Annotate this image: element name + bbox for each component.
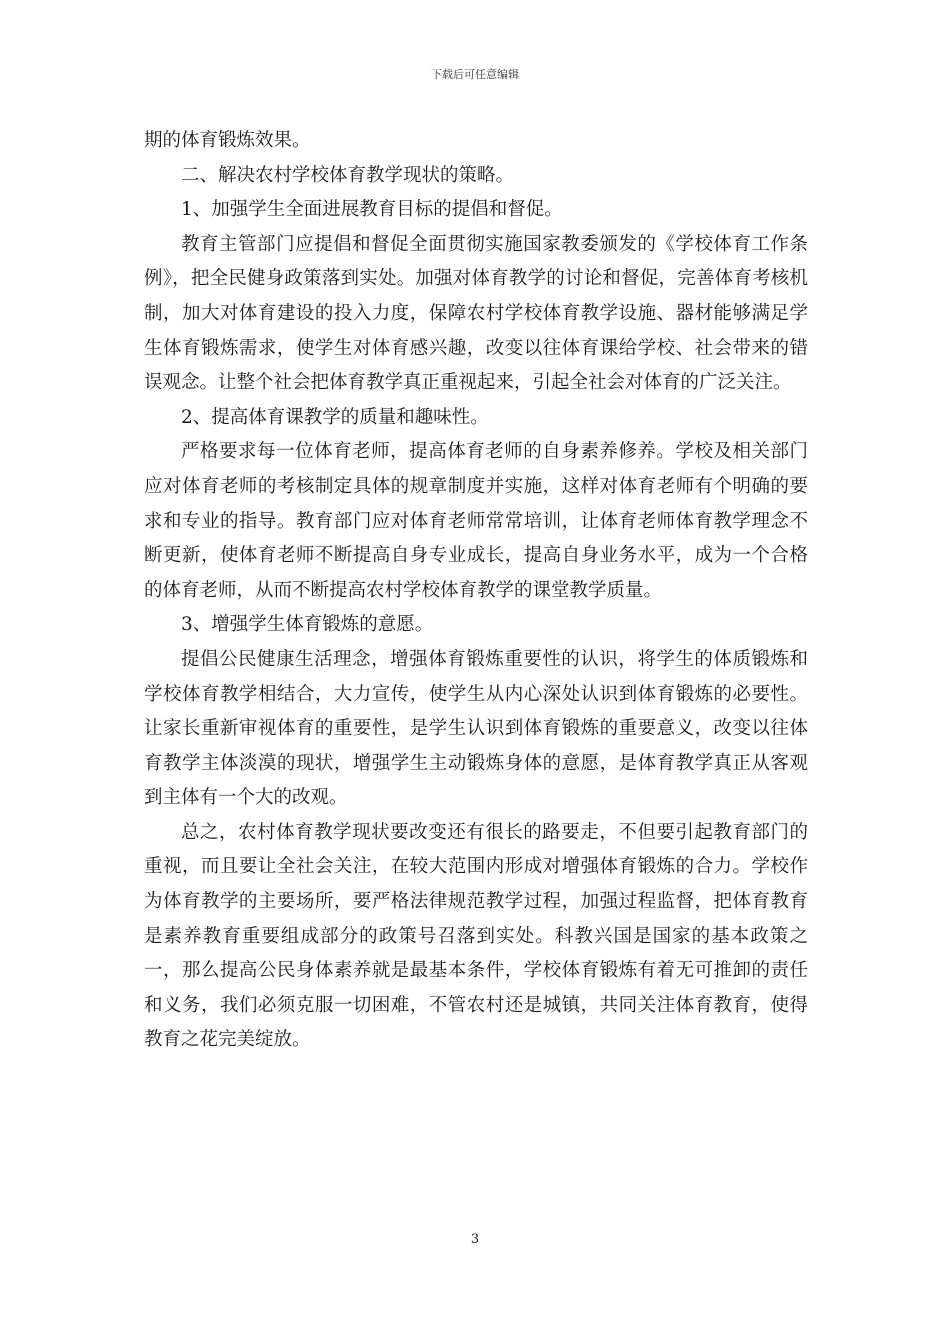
- subsection-heading-3: 3、增强学生体育锻炼的意愿。: [181, 614, 434, 636]
- page-header: 下载后可任意编辑: [431, 68, 519, 81]
- paragraph-3: 提倡公民健康生活理念，增强体育锻炼重要性的认识，将学生的体质锻炼和学校体育教学相结合，大力宣传，使学生从内心深处认识到体育锻炼的必要性。让家长重新审视体育的重要性，是学生认识到体育锻炼的重要意义，改变以往体育教学主体淡漠的现状，增强学生主动锻炼身体的意愿，是体育教学真正从客观到主体有一个大的改观。: [144, 648, 808, 809]
- paragraph-2: 严格要求每一位体育老师，提高体育老师的自身素养修养。学校及相关部门应对体育老师的考核制定具体的规章制度并实施，这样对体育老师有个明确的要求和专业的指导。教育部门应对体育老师常常培训，让体育老师体育教学理念不断更新，使体育老师不断提高自身专业成长，提高自身业务水平，成为一个合格的体育老师，从而不断提高农村学校体育教学的课堂教学质量。: [144, 441, 808, 601]
- paragraph-continuation: 期的体育锻炼效果。: [144, 130, 311, 151]
- subsection-heading-2: 2、提高体育课教学的质量和趣味性。: [181, 406, 489, 428]
- document-body: [144, 124, 808, 1058]
- subsection-heading-1: 1、加强学生全面进展教育目标的提倡和督促。: [181, 199, 563, 221]
- page-number: 3: [470, 1232, 480, 1247]
- paragraph-1: 教育主管部门应提倡和督促全面贯彻实施国家教委颁发的《学校体育工作条例》，把全民健身政策落到实处。加强对体育教学的讨论和督促，完善体育考核机制，加大对体育建设的投入力度，保障农村学校体育教学设施、器材能够满足学生体育锻炼需求，使学生对体育感兴趣，改变以往体育课给学校、社会带来的错误观念。让整个社会把体育教学真正重视起来，引起全社会对体育的广泛关注。: [144, 233, 808, 394]
- section-heading: 二、解决农村学校体育教学现状的策略。: [181, 164, 515, 186]
- paragraph-conclusion: 总之，农村体育教学现状要改变还有很长的路要走，不但要引起教育部门的重视，而且要让全社会关注，在较大范围内形成对增强体育锻炼的合力。学校作为体育教学的主要场所，要严格法律规范教学过程，加强过程监督，把体育教育是素养教育重要组成部分的政策号召落到实处。科教兴国是国家的基本政策之一，那么提高公民身体素养就是最基本条件，学校体育锻炼有着无可推卸的责任和义务，我们必须克服一切困难，不管农村还是城镇，共同关注体育教育，使得教育之花完美绽放。: [144, 821, 808, 1051]
